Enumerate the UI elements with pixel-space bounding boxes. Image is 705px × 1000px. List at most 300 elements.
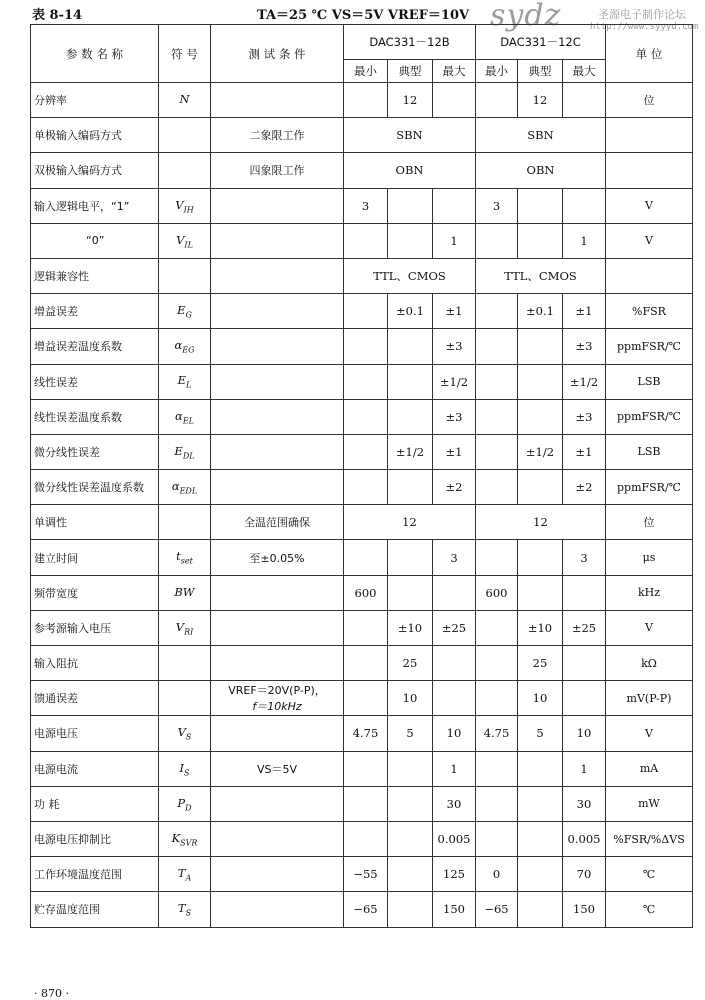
dac-b-max: ±25 (433, 610, 476, 645)
table-row (31, 399, 693, 434)
dac-c-typ: 10 (518, 681, 563, 716)
test-condition (211, 188, 344, 223)
dac-b-max (433, 83, 476, 118)
symbol-subscript: IL (184, 239, 193, 249)
dac-c-typ (518, 821, 563, 856)
dac-c-max: ±3 (563, 399, 606, 434)
dac-c-min: −65 (476, 892, 518, 927)
dac-b-min (344, 329, 388, 364)
dac-b-min (344, 786, 388, 821)
dac-b-typ (388, 786, 433, 821)
test-condition (211, 857, 344, 892)
dac-b-min (344, 399, 388, 434)
table-row (31, 258, 693, 293)
dac-c-value: TTL、CMOS (476, 258, 606, 293)
symbol-main: V (175, 619, 185, 634)
test-condition (211, 646, 344, 681)
param-symbol (159, 786, 211, 821)
header-b-typ: 典型 (388, 60, 433, 83)
symbol-main: E (174, 443, 183, 458)
param-unit: V (606, 188, 693, 223)
dac-c-typ: 25 (518, 646, 563, 681)
dac-b-typ: 10 (388, 681, 433, 716)
dac-c-max: 0.005 (563, 821, 606, 856)
param-symbol (159, 751, 211, 786)
param-unit: mW (606, 786, 693, 821)
dac-c-min (476, 364, 518, 399)
dac-b-max: 125 (433, 857, 476, 892)
param-symbol (159, 153, 211, 188)
table-row (31, 434, 693, 469)
dac-b-value: SBN (344, 118, 476, 153)
dac-b-max: ±3 (433, 329, 476, 364)
dac-b-max (433, 646, 476, 681)
param-symbol (159, 470, 211, 505)
dac-c-min (476, 786, 518, 821)
test-condition (211, 575, 344, 610)
test-condition-line: f＝10kHz (252, 700, 302, 714)
param-name: 增益误差 (31, 294, 159, 329)
param-unit: ℃ (606, 857, 693, 892)
header-symbol: 符 号 (159, 25, 211, 83)
symbol-main: T (177, 901, 186, 916)
param-name: 线性误差 (31, 364, 159, 399)
table-row (31, 540, 693, 575)
dac-c-min (476, 646, 518, 681)
symbol-main: α (174, 338, 183, 353)
table-row (31, 83, 693, 118)
table-number: 表 8-14 (32, 8, 83, 23)
param-unit: V (606, 610, 693, 645)
param-unit: V (606, 223, 693, 258)
dac-c-max: ±1/2 (563, 364, 606, 399)
param-name: 功 耗 (31, 786, 159, 821)
param-symbol (159, 646, 211, 681)
dac-b-value: 12 (344, 505, 476, 540)
dac-c-min (476, 470, 518, 505)
table-row (31, 329, 693, 364)
param-symbol (159, 575, 211, 610)
table-conditions: TA＝25 ℃ VS＝5V VREF＝10V (257, 8, 470, 23)
symbol-subscript: EG (182, 345, 195, 355)
dac-c-min (476, 399, 518, 434)
param-unit (606, 153, 693, 188)
dac-c-typ (518, 223, 563, 258)
watermark-logo: sydz (490, 0, 562, 33)
dac-b-max: ±3 (433, 399, 476, 434)
dac-c-max (563, 188, 606, 223)
param-symbol (159, 258, 211, 293)
header-dac-b: DAC331－12B (344, 25, 476, 60)
header-row (31, 25, 693, 60)
header-b-max: 最大 (433, 60, 476, 83)
dac-b-min (344, 540, 388, 575)
dac-c-max: ±1 (563, 434, 606, 469)
symbol-main: t (176, 549, 181, 564)
watermark-url: http://www.syyyd.com (590, 22, 699, 32)
param-unit: ℃ (606, 892, 693, 927)
test-condition-line: 四象限工作 (249, 164, 305, 178)
test-condition (211, 681, 344, 716)
dac-b-min: 4.75 (344, 716, 388, 751)
symbol-subscript: set (180, 556, 193, 566)
symbol-subscript: IH (183, 204, 194, 214)
dac-b-min (344, 646, 388, 681)
param-unit: LSB (606, 364, 693, 399)
test-condition (211, 153, 344, 188)
param-symbol (159, 223, 211, 258)
dac-b-max (433, 188, 476, 223)
dac-b-min (344, 83, 388, 118)
dac-b-typ: ±0.1 (388, 294, 433, 329)
table-row (31, 646, 693, 681)
dac-b-value: OBN (344, 153, 476, 188)
test-condition (211, 821, 344, 856)
param-unit (606, 118, 693, 153)
symbol-subscript: L (186, 380, 192, 390)
dac-c-typ (518, 399, 563, 434)
param-symbol (159, 540, 211, 575)
symbol-main: α (171, 479, 180, 493)
test-condition (211, 751, 344, 786)
dac-c-max: 1 (563, 223, 606, 258)
table-row (31, 118, 693, 153)
param-symbol (159, 716, 211, 751)
dac-b-min: 3 (344, 188, 388, 223)
table-row (31, 857, 693, 892)
param-symbol (159, 399, 211, 434)
dac-b-typ (388, 223, 433, 258)
dac-c-typ: ±1/2 (518, 434, 563, 469)
symbol-subscript: A (185, 873, 192, 883)
dac-b-typ (388, 399, 433, 434)
dac-c-typ (518, 470, 563, 505)
symbol-subscript: RI (184, 627, 194, 637)
header-c-min: 最小 (476, 60, 518, 83)
dac-b-min (344, 681, 388, 716)
dac-c-min (476, 681, 518, 716)
dac-b-typ (388, 857, 433, 892)
table-row (31, 470, 693, 505)
param-unit: mA (606, 751, 693, 786)
header-test: 测 试 条 件 (211, 25, 344, 83)
dac-b-min (344, 294, 388, 329)
param-symbol (159, 434, 211, 469)
table-row (31, 610, 693, 645)
dac-c-value: OBN (476, 153, 606, 188)
table-row (31, 786, 693, 821)
dac-b-min (344, 470, 388, 505)
param-unit: %FSR (606, 294, 693, 329)
symbol-subscript: EDL (179, 486, 198, 496)
test-condition (211, 610, 344, 645)
dac-c-max: ±25 (563, 610, 606, 645)
dac-c-typ (518, 329, 563, 364)
dac-b-min (344, 610, 388, 645)
param-name: 输入阻抗 (31, 646, 159, 681)
param-unit: kΩ (606, 646, 693, 681)
test-condition (211, 118, 344, 153)
param-unit: LSB (606, 434, 693, 469)
dac-b-typ (388, 892, 433, 927)
test-condition (211, 258, 344, 293)
header-param: 参 数 名 称 (31, 25, 159, 83)
dac-c-typ: ±0.1 (518, 294, 563, 329)
symbol-subscript: S (185, 908, 192, 918)
table-row (31, 294, 693, 329)
dac-c-value: 12 (476, 505, 606, 540)
test-condition-line: VREF＝20V(P-P)， (228, 684, 326, 698)
param-unit: μs (606, 540, 693, 575)
table-row (31, 188, 693, 223)
symbol-main: K (171, 830, 181, 845)
param-name: 电源电压 (31, 716, 159, 751)
symbol-main: V (175, 197, 184, 212)
param-name: 分辨率 (31, 83, 159, 118)
param-unit: 位 (606, 505, 693, 540)
dac-c-max (563, 83, 606, 118)
dac-c-max: 30 (563, 786, 606, 821)
test-condition (211, 716, 344, 751)
dac-c-typ: 5 (518, 716, 563, 751)
param-symbol (159, 505, 211, 540)
table-row (31, 505, 693, 540)
dac-c-max: 1 (563, 751, 606, 786)
param-name: 微分线性误差 (31, 434, 159, 469)
param-symbol (159, 364, 211, 399)
test-condition (211, 329, 344, 364)
dac-b-min (344, 821, 388, 856)
symbol-subscript: EL (182, 415, 194, 425)
table-row (31, 892, 693, 927)
param-name: 增益误差温度系数 (31, 329, 159, 364)
dac-c-min: 600 (476, 575, 518, 610)
dac-c-max: 150 (563, 892, 606, 927)
table-row (31, 716, 693, 751)
param-name: 逻辑兼容性 (31, 258, 159, 293)
param-symbol (159, 821, 211, 856)
test-condition-line: 全温范围确保 (244, 516, 310, 530)
symbol-subscript: DL (182, 451, 195, 461)
symbol-main: E (177, 373, 187, 388)
dac-b-max: 150 (433, 892, 476, 927)
param-name: 电源电流 (31, 751, 159, 786)
param-name: 微分线性误差温度系数 (31, 470, 159, 505)
dac-b-max: ±1/2 (433, 364, 476, 399)
page-number: · 870 · (34, 987, 69, 1000)
dac-c-min (476, 821, 518, 856)
param-name: 频带宽度 (31, 575, 159, 610)
dac-b-max (433, 681, 476, 716)
test-condition (211, 786, 344, 821)
symbol-main: α (175, 408, 183, 423)
dac-c-max: ±2 (563, 470, 606, 505)
dac-c-min: 0 (476, 857, 518, 892)
test-condition (211, 470, 344, 505)
dac-c-min (476, 329, 518, 364)
dac-c-typ (518, 857, 563, 892)
param-name: 参考源输入电压 (31, 610, 159, 645)
dac-b-min (344, 223, 388, 258)
watermark-site-name: 圣源电子制作论坛 (598, 8, 686, 21)
param-unit: kHz (606, 575, 693, 610)
dac-c-min (476, 540, 518, 575)
symbol-main: T (177, 866, 186, 881)
dac-c-min: 3 (476, 188, 518, 223)
dac-b-max: 0.005 (433, 821, 476, 856)
test-condition-line: 至±0.05% (249, 551, 305, 565)
symbol-main: BW (174, 584, 195, 599)
test-condition-line: VS＝5V (256, 762, 298, 776)
dac-b-max: 10 (433, 716, 476, 751)
param-unit: 位 (606, 83, 693, 118)
dac-b-max: ±1 (433, 434, 476, 469)
dac-c-min (476, 83, 518, 118)
param-symbol (159, 857, 211, 892)
table-row (31, 575, 693, 610)
param-symbol (159, 681, 211, 716)
param-name: 贮存温度范围 (31, 892, 159, 927)
param-unit: mV(P-P) (606, 681, 693, 716)
dac-b-typ (388, 540, 433, 575)
dac-b-typ (388, 329, 433, 364)
dac-c-max: 3 (563, 540, 606, 575)
dac-b-min (344, 751, 388, 786)
header-b-min: 最小 (344, 60, 388, 83)
param-name: 建立时间 (31, 540, 159, 575)
dac-c-max (563, 681, 606, 716)
symbol-subscript: G (185, 310, 192, 320)
dac-b-min: −55 (344, 857, 388, 892)
dac-c-max: ±3 (563, 329, 606, 364)
spec-table (30, 24, 693, 928)
header-unit: 单 位 (606, 25, 693, 83)
dac-b-typ: 12 (388, 83, 433, 118)
table-row (31, 153, 693, 188)
test-condition-line: 二象限工作 (249, 129, 305, 143)
dac-c-value: SBN (476, 118, 606, 153)
param-unit: ppmFSR/℃ (606, 329, 693, 364)
test-condition (211, 540, 344, 575)
param-unit: ppmFSR/℃ (606, 399, 693, 434)
param-symbol (159, 188, 211, 223)
param-symbol (159, 83, 211, 118)
symbol-subscript: S (185, 732, 192, 742)
dac-c-min (476, 294, 518, 329)
param-name: 馈通误差 (31, 681, 159, 716)
spec-table-body (31, 25, 693, 928)
table-row (31, 223, 693, 258)
dac-c-min (476, 610, 518, 645)
symbol-subscript: D (185, 802, 192, 812)
dac-c-max: 70 (563, 857, 606, 892)
param-symbol (159, 892, 211, 927)
param-symbol (159, 294, 211, 329)
param-symbol (159, 329, 211, 364)
header-dac-c: DAC331－12C (476, 25, 606, 60)
dac-b-max (433, 575, 476, 610)
dac-c-max: ±1 (563, 294, 606, 329)
dac-c-max: 10 (563, 716, 606, 751)
table-row (31, 681, 693, 716)
test-condition (211, 505, 344, 540)
symbol-subscript: SVR (180, 838, 198, 848)
dac-b-min (344, 364, 388, 399)
dac-c-min (476, 223, 518, 258)
dac-b-typ: ±10 (388, 610, 433, 645)
symbol-main: V (177, 725, 186, 740)
param-name: 输入逻辑电平，“1” (31, 188, 159, 223)
dac-b-typ: 25 (388, 646, 433, 681)
dac-c-typ (518, 575, 563, 610)
dac-c-typ: 12 (518, 83, 563, 118)
header-c-typ: 典型 (518, 60, 563, 83)
dac-c-typ (518, 751, 563, 786)
test-condition (211, 892, 344, 927)
param-name: 双极输入编码方式 (31, 153, 159, 188)
dac-b-typ (388, 364, 433, 399)
dac-b-max: 30 (433, 786, 476, 821)
dac-b-min: 600 (344, 575, 388, 610)
param-unit: %FSR/%ΔVS (606, 821, 693, 856)
param-unit: ppmFSR/℃ (606, 470, 693, 505)
dac-b-typ (388, 821, 433, 856)
test-condition (211, 434, 344, 469)
dac-c-typ (518, 786, 563, 821)
dac-c-min: 4.75 (476, 716, 518, 751)
param-symbol (159, 118, 211, 153)
dac-c-min (476, 434, 518, 469)
table-row (31, 751, 693, 786)
dac-c-max (563, 575, 606, 610)
dac-c-typ (518, 892, 563, 927)
symbol-subscript: S (184, 767, 190, 777)
dac-b-value: TTL、CMOS (344, 258, 476, 293)
dac-b-typ (388, 470, 433, 505)
dac-b-max: 1 (433, 223, 476, 258)
dac-b-max: ±2 (433, 470, 476, 505)
test-condition (211, 83, 344, 118)
dac-c-typ (518, 540, 563, 575)
symbol-main: E (177, 303, 186, 318)
param-unit (606, 258, 693, 293)
param-name: “0” (31, 223, 159, 258)
param-name: 单调性 (31, 505, 159, 540)
param-name: 线性误差温度系数 (31, 399, 159, 434)
table-row (31, 821, 693, 856)
dac-b-typ (388, 751, 433, 786)
dac-c-typ (518, 188, 563, 223)
dac-b-typ: 5 (388, 716, 433, 751)
test-condition (211, 223, 344, 258)
test-condition (211, 364, 344, 399)
dac-c-min (476, 751, 518, 786)
dac-b-typ (388, 575, 433, 610)
symbol-main: I (179, 760, 185, 775)
header-c-max: 最大 (563, 60, 606, 83)
dac-b-typ (388, 188, 433, 223)
table-row (31, 364, 693, 399)
dac-b-max: ±1 (433, 294, 476, 329)
symbol-main: V (176, 232, 185, 247)
dac-b-min: −65 (344, 892, 388, 927)
symbol-main: N (179, 91, 190, 106)
symbol-main: P (177, 795, 186, 810)
dac-b-max: 1 (433, 751, 476, 786)
dac-b-max: 3 (433, 540, 476, 575)
test-condition (211, 294, 344, 329)
param-name: 工作环境温度范围 (31, 857, 159, 892)
